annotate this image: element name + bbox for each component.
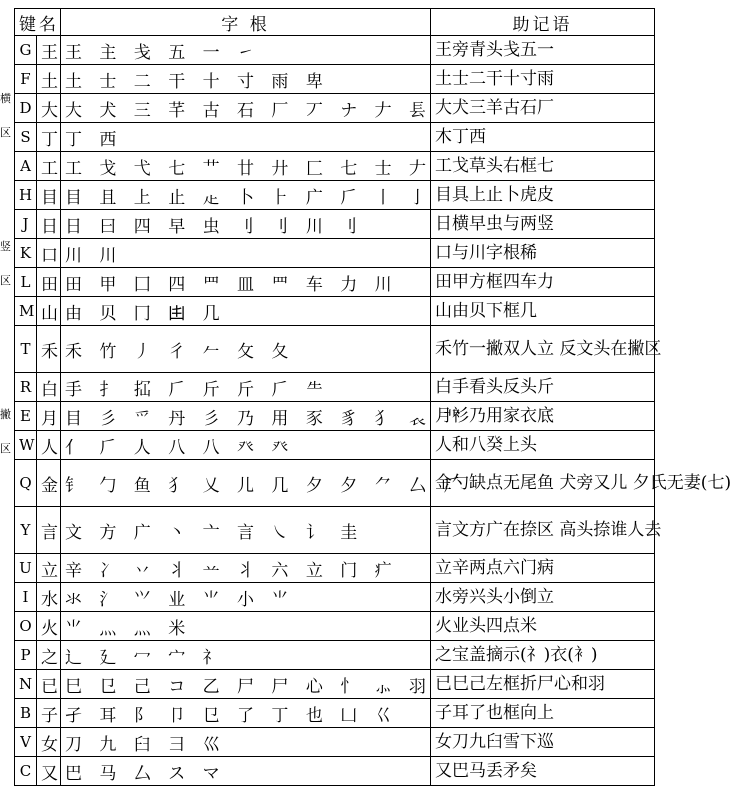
side-mark: 撇 (0, 408, 11, 421)
mnemonic-cell: 白手看头反头斤 (431, 373, 655, 402)
radical-cell: 火 (37, 612, 61, 641)
radical-cell: 土 (37, 65, 61, 94)
components-cell: 手 扌 𢫏 𠂆 斤 斤 𠂆 ⺧ (61, 373, 431, 402)
mnemonic-cell: 月衫乃用家衣底 (431, 402, 655, 431)
table-row (15, 431, 655, 460)
key-cell: A (15, 152, 37, 181)
components-cell: 目 彡 爫 丹 彡 乃 用 豕 豸 犭 𧘇 ⻀ (61, 402, 431, 431)
key-cell: I (15, 583, 37, 612)
key-cell: V (15, 728, 37, 757)
components-cell: 工 戈 弋 七 艹 廿 廾 匚 七 士 𠂇 (61, 152, 431, 181)
table-row (15, 554, 655, 583)
table-row (15, 373, 655, 402)
components-cell: 钅 勹 鱼 犭 乂 儿 几 夕 夕 ⺈ 厶 𠂆 (61, 460, 431, 507)
table-row (15, 402, 655, 431)
key-cell: B (15, 699, 37, 728)
top-strip (0, 0, 644, 8)
table-row (15, 123, 655, 152)
components-cell: 日 曰 四 早 虫 刂 刂 川 刂 (61, 210, 431, 239)
key-cell: Y (15, 507, 37, 554)
components-cell: 辶 廴 冖 宀 礻 (61, 641, 431, 670)
radical-cell: 目 (37, 181, 61, 210)
components-cell: 孑 耳 阝 卩 㔾 了 丁 也 凵 巜 (61, 699, 431, 728)
left-margin (0, 0, 14, 810)
table-row (15, 641, 655, 670)
mnemonic-cell: 王旁青头戋五一 (431, 36, 655, 65)
key-cell: M (15, 297, 37, 326)
table-row (15, 94, 655, 123)
table-row (15, 268, 655, 297)
radical-cell: 言 (37, 507, 61, 554)
key-cell: K (15, 239, 37, 268)
key-cell: L (15, 268, 37, 297)
key-cell: P (15, 641, 37, 670)
radical-cell: 白 (37, 373, 61, 402)
key-cell: N (15, 670, 37, 699)
key-cell: T (15, 326, 37, 373)
radical-cell: 之 (37, 641, 61, 670)
mnemonic-cell: 人和八癸上头 (431, 431, 655, 460)
radical-cell: 王 (37, 36, 61, 65)
components-cell: 土 士 二 干 十 寸 雨 卑 (61, 65, 431, 94)
radical-cell: 丁 (37, 123, 61, 152)
components-cell: 亻 𠂆 人 八 八 癶 癶 (61, 431, 431, 460)
key-cell: F (15, 65, 37, 94)
radical-cell: 工 (37, 152, 61, 181)
mnemonic-cell: 田甲方框四车力 (431, 268, 655, 297)
radical-cell: 日 (37, 210, 61, 239)
components-cell: 由 贝 冂 𠙹 几 (61, 297, 431, 326)
table-row (15, 612, 655, 641)
table-row (15, 65, 655, 94)
mnemonic-cell: 大犬三羊古石厂 (431, 94, 655, 123)
table-row (15, 36, 655, 65)
key-cell: G (15, 36, 37, 65)
mnemonic-cell: 金勺缺点无尾鱼 犬旁又儿 夕氏无妻(七) (431, 460, 655, 507)
radical-cell: 山 (37, 297, 61, 326)
key-cell: E (15, 402, 37, 431)
mnemonic-cell: 日横早虫与两竖 (431, 210, 655, 239)
table-row (15, 181, 655, 210)
mnemonic-cell: 土士二干十寸雨 (431, 65, 655, 94)
mnemonic-cell: 目具上止卜虎皮 (431, 181, 655, 210)
key-cell: J (15, 210, 37, 239)
radical-cell: 水 (37, 583, 61, 612)
mnemonic-cell: 已巳己左框折尸心和羽 (431, 670, 655, 699)
header-components: 字 根 (61, 9, 431, 36)
components-cell: 刀 九 臼 彐 巛 (61, 728, 431, 757)
table-row (15, 699, 655, 728)
key-cell: Q (15, 460, 37, 507)
radical-cell: 禾 (37, 326, 61, 373)
table-row (15, 239, 655, 268)
table-row (15, 460, 655, 507)
components-cell: 巴 马 厶 ス マ (61, 757, 431, 786)
key-cell: W (15, 431, 37, 460)
mnemonic-cell: 之宝盖摘示(礻)衣(衤) (431, 641, 655, 670)
table-row (15, 670, 655, 699)
table-body (15, 36, 731, 786)
mnemonic-cell: 口与川字根稀 (431, 239, 655, 268)
side-mark: 竖 (0, 240, 11, 253)
mnemonic-cell: 又巴马丢矛矣 (431, 757, 655, 786)
table-header-row (15, 9, 655, 36)
components-cell: 目 且 上 止 龰 卜 ⺊ 广 𠂆 丨 亅 (61, 181, 431, 210)
side-mark: 区 (0, 274, 11, 287)
components-cell: ⺌ 灬 灬 米 (61, 612, 431, 641)
header-mnemonic: 助记语 (431, 9, 655, 36)
mnemonic-cell: 立辛两点六门病 (431, 554, 655, 583)
radical-cell: 大 (37, 94, 61, 123)
components-cell: 氺 氵 ⺍ 业 ⺌ 小 ⺌ (61, 583, 431, 612)
table-row (15, 210, 655, 239)
mnemonic-cell: 山由贝下框几 (431, 297, 655, 326)
components-cell: 丁 西 (61, 123, 431, 152)
table-row (15, 152, 655, 181)
table-row (15, 326, 655, 373)
header-key-name: 键名 (15, 9, 61, 36)
mnemonic-cell: 言文方广在捺区 高头捺谁人去 (431, 507, 655, 554)
radical-cell: 立 (37, 554, 61, 583)
key-cell: O (15, 612, 37, 641)
radical-cell: 女 (37, 728, 61, 757)
side-mark: 横 (0, 92, 11, 105)
components-cell: 文 方 广 丶 亠 言 ㇏ 讠 圭 (61, 507, 431, 554)
components-cell: 川 川 (61, 239, 431, 268)
components-cell: 巳 㔾 己 コ 乙 尸 尸 心 忄 ⺗ 羽 (61, 670, 431, 699)
radical-cell: 已 (37, 670, 61, 699)
mnemonic-cell: 木丁西 (431, 123, 655, 152)
components-cell: 大 犬 三 芊 古 石 厂 丆 ナ 𠂇 镸 (61, 94, 431, 123)
radical-cell: 金 (37, 460, 61, 507)
components-cell: 王 主 戋 五 一 ㇀ (61, 36, 431, 65)
mnemonic-cell: 女刀九臼雪下巡 (431, 728, 655, 757)
components-cell: 田 甲 囗 四 罒 皿 罒 车 力 川 (61, 268, 431, 297)
table-row (15, 507, 655, 554)
key-cell: H (15, 181, 37, 210)
key-cell: D (15, 94, 37, 123)
table-row (15, 757, 655, 786)
components-cell: 禾 竹 丿 彳 𠂉 攵 夂 (61, 326, 431, 373)
wubi-radical-table (14, 8, 731, 786)
mnemonic-cell: 火业头四点米 (431, 612, 655, 641)
mnemonic-cell: 工戈草头右框七 (431, 152, 655, 181)
radical-cell: 田 (37, 268, 61, 297)
key-cell: C (15, 757, 37, 786)
key-cell: R (15, 373, 37, 402)
radical-cell: 又 (37, 757, 61, 786)
side-mark: 区 (0, 126, 11, 139)
mnemonic-cell: 禾竹一撇双人立 反文头在撇区 (431, 326, 655, 373)
radical-cell: 口 (37, 239, 61, 268)
mnemonic-cell: 子耳了也框向上 (431, 699, 655, 728)
side-mark: 区 (0, 442, 11, 455)
radical-cell: 月 (37, 402, 61, 431)
table-row (15, 728, 655, 757)
radical-cell: 人 (37, 431, 61, 460)
mnemonic-cell: 水旁兴头小倒立 (431, 583, 655, 612)
table-row (15, 583, 655, 612)
components-cell: 辛 冫 丷 丬 䒑 丬 六 立 门 疒 (61, 554, 431, 583)
key-cell: U (15, 554, 37, 583)
radical-cell: 子 (37, 699, 61, 728)
table-row (15, 297, 655, 326)
key-cell: S (15, 123, 37, 152)
